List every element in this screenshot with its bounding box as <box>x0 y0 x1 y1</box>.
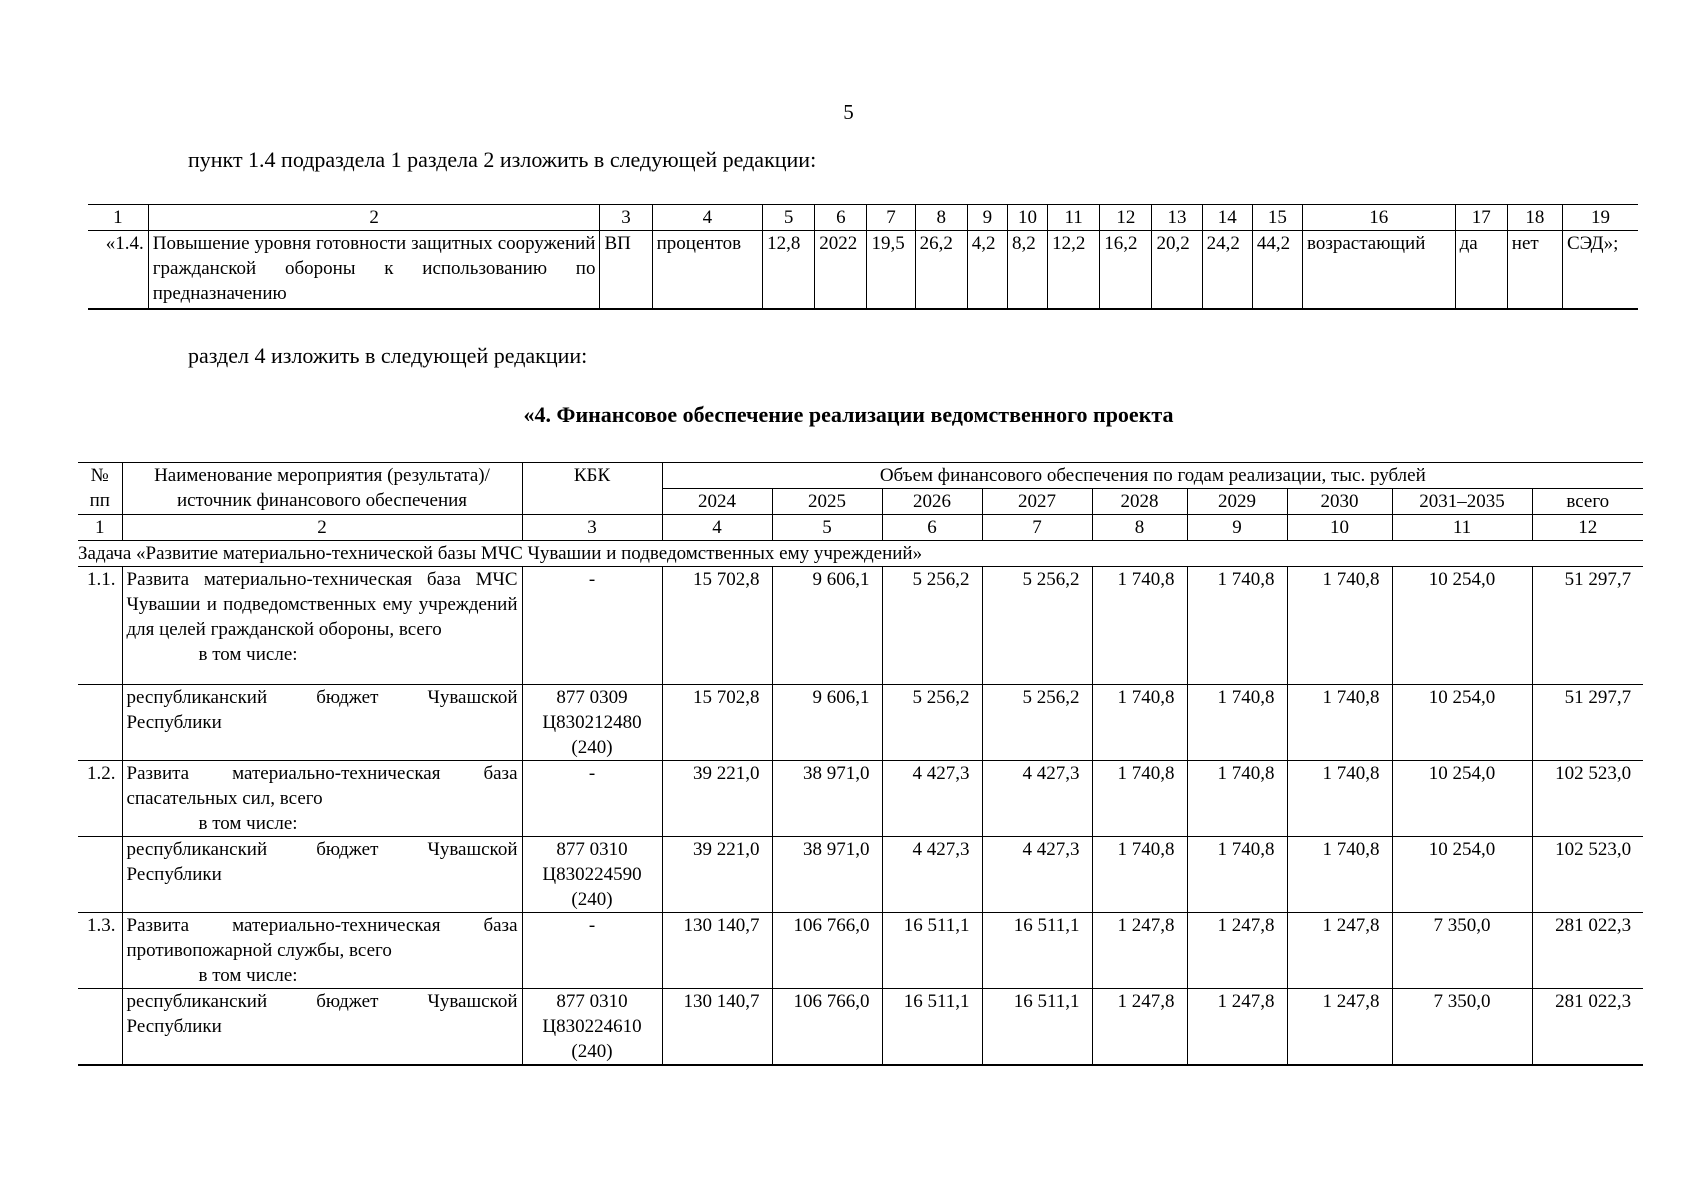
section-title: «4. Финансовое обеспечение реализации ведомственного проекта <box>523 402 1174 427</box>
table-row <box>78 913 1643 989</box>
table-row <box>88 231 1638 310</box>
table-cell: СЭД»; <box>1562 231 1638 310</box>
table-row <box>78 685 1643 761</box>
header-cell: 17 <box>1455 205 1507 231</box>
row-number-empty <box>78 989 122 1066</box>
value-cell: 1 247,8 <box>1287 989 1392 1066</box>
header-year: 2027 <box>982 489 1092 515</box>
value-cell: 4 427,3 <box>882 837 982 913</box>
row-number-empty <box>78 685 122 761</box>
row-number-empty <box>78 837 122 913</box>
value-cell: 39 221,0 <box>662 837 772 913</box>
header-year: 2031–2035 <box>1392 489 1532 515</box>
value-cell: 1 740,8 <box>1092 567 1187 685</box>
in-total-label: в том числе: <box>198 813 298 834</box>
header-kbk: КБК <box>522 463 662 515</box>
column-number: 7 <box>982 515 1092 541</box>
value-cell: 10 254,0 <box>1392 761 1532 837</box>
column-number: 2 <box>122 515 522 541</box>
row-number: 1.3. <box>78 913 122 989</box>
indicator-name: Повышение уровня готовности защитных сооружений гражданской обороны к использованию по предназначению <box>148 231 600 310</box>
header-cell: 14 <box>1202 205 1252 231</box>
row-source: республиканский бюджет Чувашской Республики <box>122 989 522 1066</box>
header-cell: 2 <box>148 205 600 231</box>
value-cell: 16 511,1 <box>982 913 1092 989</box>
column-number: 5 <box>772 515 882 541</box>
row-kbk: - <box>522 567 662 685</box>
indicator-table <box>88 204 1638 310</box>
row-name-text: Развита материально-техническая база спасательных сил, всего <box>126 763 518 809</box>
header-cell: 7 <box>867 205 915 231</box>
header-cell: 8 <box>915 205 967 231</box>
financing-table <box>78 462 1643 1066</box>
value-cell: 5 256,2 <box>882 685 982 761</box>
header-cell: 1 <box>88 205 148 231</box>
header-cell: 6 <box>815 205 867 231</box>
indicator-table-header <box>88 205 1638 231</box>
task-row <box>78 541 1643 567</box>
value-cell: 1 740,8 <box>1187 761 1287 837</box>
row-kbk: - <box>522 761 662 837</box>
header-cell: 5 <box>763 205 815 231</box>
in-total-label: в том числе: <box>198 965 298 986</box>
header-cell: 10 <box>1007 205 1047 231</box>
value-cell: 1 740,8 <box>1092 685 1187 761</box>
value-cell: 1 740,8 <box>1187 567 1287 685</box>
value-cell: 1 740,8 <box>1287 685 1392 761</box>
value-cell: 38 971,0 <box>772 837 882 913</box>
task-title: Задача «Развитие материально-технической базы МЧС Чувашии и подведомственных ему учреждений» <box>78 541 1643 567</box>
header-cell: 9 <box>967 205 1007 231</box>
intro-paragraph-2: раздел 4 изложить в следующей редакции: <box>188 343 588 368</box>
table-row <box>78 761 1643 837</box>
header-year: 2030 <box>1287 489 1392 515</box>
value-cell: 102 523,0 <box>1532 837 1643 913</box>
header-year: 2025 <box>772 489 882 515</box>
column-number: 12 <box>1532 515 1643 541</box>
table-cell: 12,8 <box>763 231 815 310</box>
row-name <box>122 567 522 685</box>
column-number: 8 <box>1092 515 1187 541</box>
header-volume: Объем финансового обеспечения по годам реализации, тыс. рублей <box>662 463 1643 489</box>
header-year: 2029 <box>1187 489 1287 515</box>
row-name <box>122 761 522 837</box>
header-cell: 11 <box>1048 205 1100 231</box>
header-year: всего <box>1532 489 1643 515</box>
value-cell: 9 606,1 <box>772 685 882 761</box>
header-cell: 19 <box>1562 205 1638 231</box>
value-cell: 130 140,7 <box>662 989 772 1066</box>
column-number: 9 <box>1187 515 1287 541</box>
row-kbk: 877 0310 Ц830224590 (240) <box>522 837 662 913</box>
column-number: 1 <box>78 515 122 541</box>
value-cell: 39 221,0 <box>662 761 772 837</box>
row-name <box>122 913 522 989</box>
table-cell: 2022 <box>815 231 867 310</box>
column-number: 3 <box>522 515 662 541</box>
column-number: 4 <box>662 515 772 541</box>
table-cell: 20,2 <box>1152 231 1202 310</box>
table-cell: возрастающий <box>1303 231 1456 310</box>
row-kbk: 877 0310 Ц830224610 (240) <box>522 989 662 1066</box>
table-cell: ВП <box>600 231 652 310</box>
value-cell: 51 297,7 <box>1532 685 1643 761</box>
table-cell: 12,2 <box>1048 231 1100 310</box>
table-cell: 4,2 <box>967 231 1007 310</box>
value-cell: 15 702,8 <box>662 567 772 685</box>
value-cell: 1 740,8 <box>1287 761 1392 837</box>
value-cell: 4 427,3 <box>882 761 982 837</box>
value-cell: 10 254,0 <box>1392 567 1532 685</box>
table-cell: нет <box>1507 231 1562 310</box>
value-cell: 7 350,0 <box>1392 913 1532 989</box>
value-cell: 5 256,2 <box>982 567 1092 685</box>
value-cell: 4 427,3 <box>982 761 1092 837</box>
value-cell: 7 350,0 <box>1392 989 1532 1066</box>
table-row <box>78 567 1643 685</box>
header-cell: 4 <box>652 205 762 231</box>
row-source: республиканский бюджет Чувашской Республики <box>122 837 522 913</box>
value-cell: 38 971,0 <box>772 761 882 837</box>
table-cell: 24,2 <box>1202 231 1252 310</box>
value-cell: 4 427,3 <box>982 837 1092 913</box>
header-year: 2028 <box>1092 489 1187 515</box>
value-cell: 10 254,0 <box>1392 685 1532 761</box>
value-cell: 10 254,0 <box>1392 837 1532 913</box>
value-cell: 16 511,1 <box>982 989 1092 1066</box>
in-total-label: в том числе: <box>198 644 298 665</box>
value-cell: 51 297,7 <box>1532 567 1643 685</box>
header-number: № пп <box>78 463 122 515</box>
header-name: Наименование мероприятия (результата)/источник финансового обеспечения <box>122 463 522 515</box>
column-number: 10 <box>1287 515 1392 541</box>
row-number: 1.1. <box>78 567 122 685</box>
value-cell: 1 247,8 <box>1187 913 1287 989</box>
intro-paragraph-1: пункт 1.4 подраздела 1 раздела 2 изложить в следующей редакции: <box>188 147 817 172</box>
column-number: 6 <box>882 515 982 541</box>
header-cell: 13 <box>1152 205 1202 231</box>
table-cell: 16,2 <box>1100 231 1152 310</box>
value-cell: 1 740,8 <box>1187 685 1287 761</box>
row-number: 1.2. <box>78 761 122 837</box>
row-name-text: Развита материально-техническая база противопожарной службы, всего <box>126 915 518 961</box>
value-cell: 5 256,2 <box>982 685 1092 761</box>
header-cell: 18 <box>1507 205 1562 231</box>
value-cell: 106 766,0 <box>772 989 882 1066</box>
table-cell: да <box>1455 231 1507 310</box>
value-cell: 9 606,1 <box>772 567 882 685</box>
value-cell: 5 256,2 <box>882 567 982 685</box>
value-cell: 1 247,8 <box>1287 913 1392 989</box>
page-number: 5 <box>843 100 854 124</box>
header-year: 2024 <box>662 489 772 515</box>
table-row <box>78 837 1643 913</box>
value-cell: 1 247,8 <box>1092 913 1187 989</box>
column-number: 11 <box>1392 515 1532 541</box>
value-cell: 1 740,8 <box>1187 837 1287 913</box>
value-cell: 281 022,3 <box>1532 989 1643 1066</box>
value-cell: 1 247,8 <box>1187 989 1287 1066</box>
value-cell: 102 523,0 <box>1532 761 1643 837</box>
header-cell: 12 <box>1100 205 1152 231</box>
table-cell: 26,2 <box>915 231 967 310</box>
value-cell: 130 140,7 <box>662 913 772 989</box>
row-source: республиканский бюджет Чувашской Республики <box>122 685 522 761</box>
row-name-text: Развита материально-техническая база МЧС Чувашии и подведомственных ему учреждений для целей гражданской обороны, всего <box>126 569 518 640</box>
table-cell: 19,5 <box>867 231 915 310</box>
header-cell: 16 <box>1303 205 1456 231</box>
value-cell: 1 740,8 <box>1092 761 1187 837</box>
value-cell: 16 511,1 <box>882 913 982 989</box>
table-cell: процентов <box>652 231 762 310</box>
table-row <box>78 989 1643 1066</box>
table-header-row <box>78 463 1643 489</box>
table-cell: 8,2 <box>1007 231 1047 310</box>
header-cell: 15 <box>1252 205 1302 231</box>
value-cell: 15 702,8 <box>662 685 772 761</box>
row-number: «1.4. <box>88 231 148 310</box>
table-column-numbers <box>78 515 1643 541</box>
value-cell: 1 247,8 <box>1092 989 1187 1066</box>
value-cell: 1 740,8 <box>1287 837 1392 913</box>
row-kbk: 877 0309 Ц830212480 (240) <box>522 685 662 761</box>
header-year: 2026 <box>882 489 982 515</box>
value-cell: 281 022,3 <box>1532 913 1643 989</box>
value-cell: 1 740,8 <box>1092 837 1187 913</box>
value-cell: 106 766,0 <box>772 913 882 989</box>
row-kbk: - <box>522 913 662 989</box>
value-cell: 16 511,1 <box>882 989 982 1066</box>
value-cell: 1 740,8 <box>1287 567 1392 685</box>
header-cell: 3 <box>600 205 652 231</box>
table-cell: 44,2 <box>1252 231 1302 310</box>
